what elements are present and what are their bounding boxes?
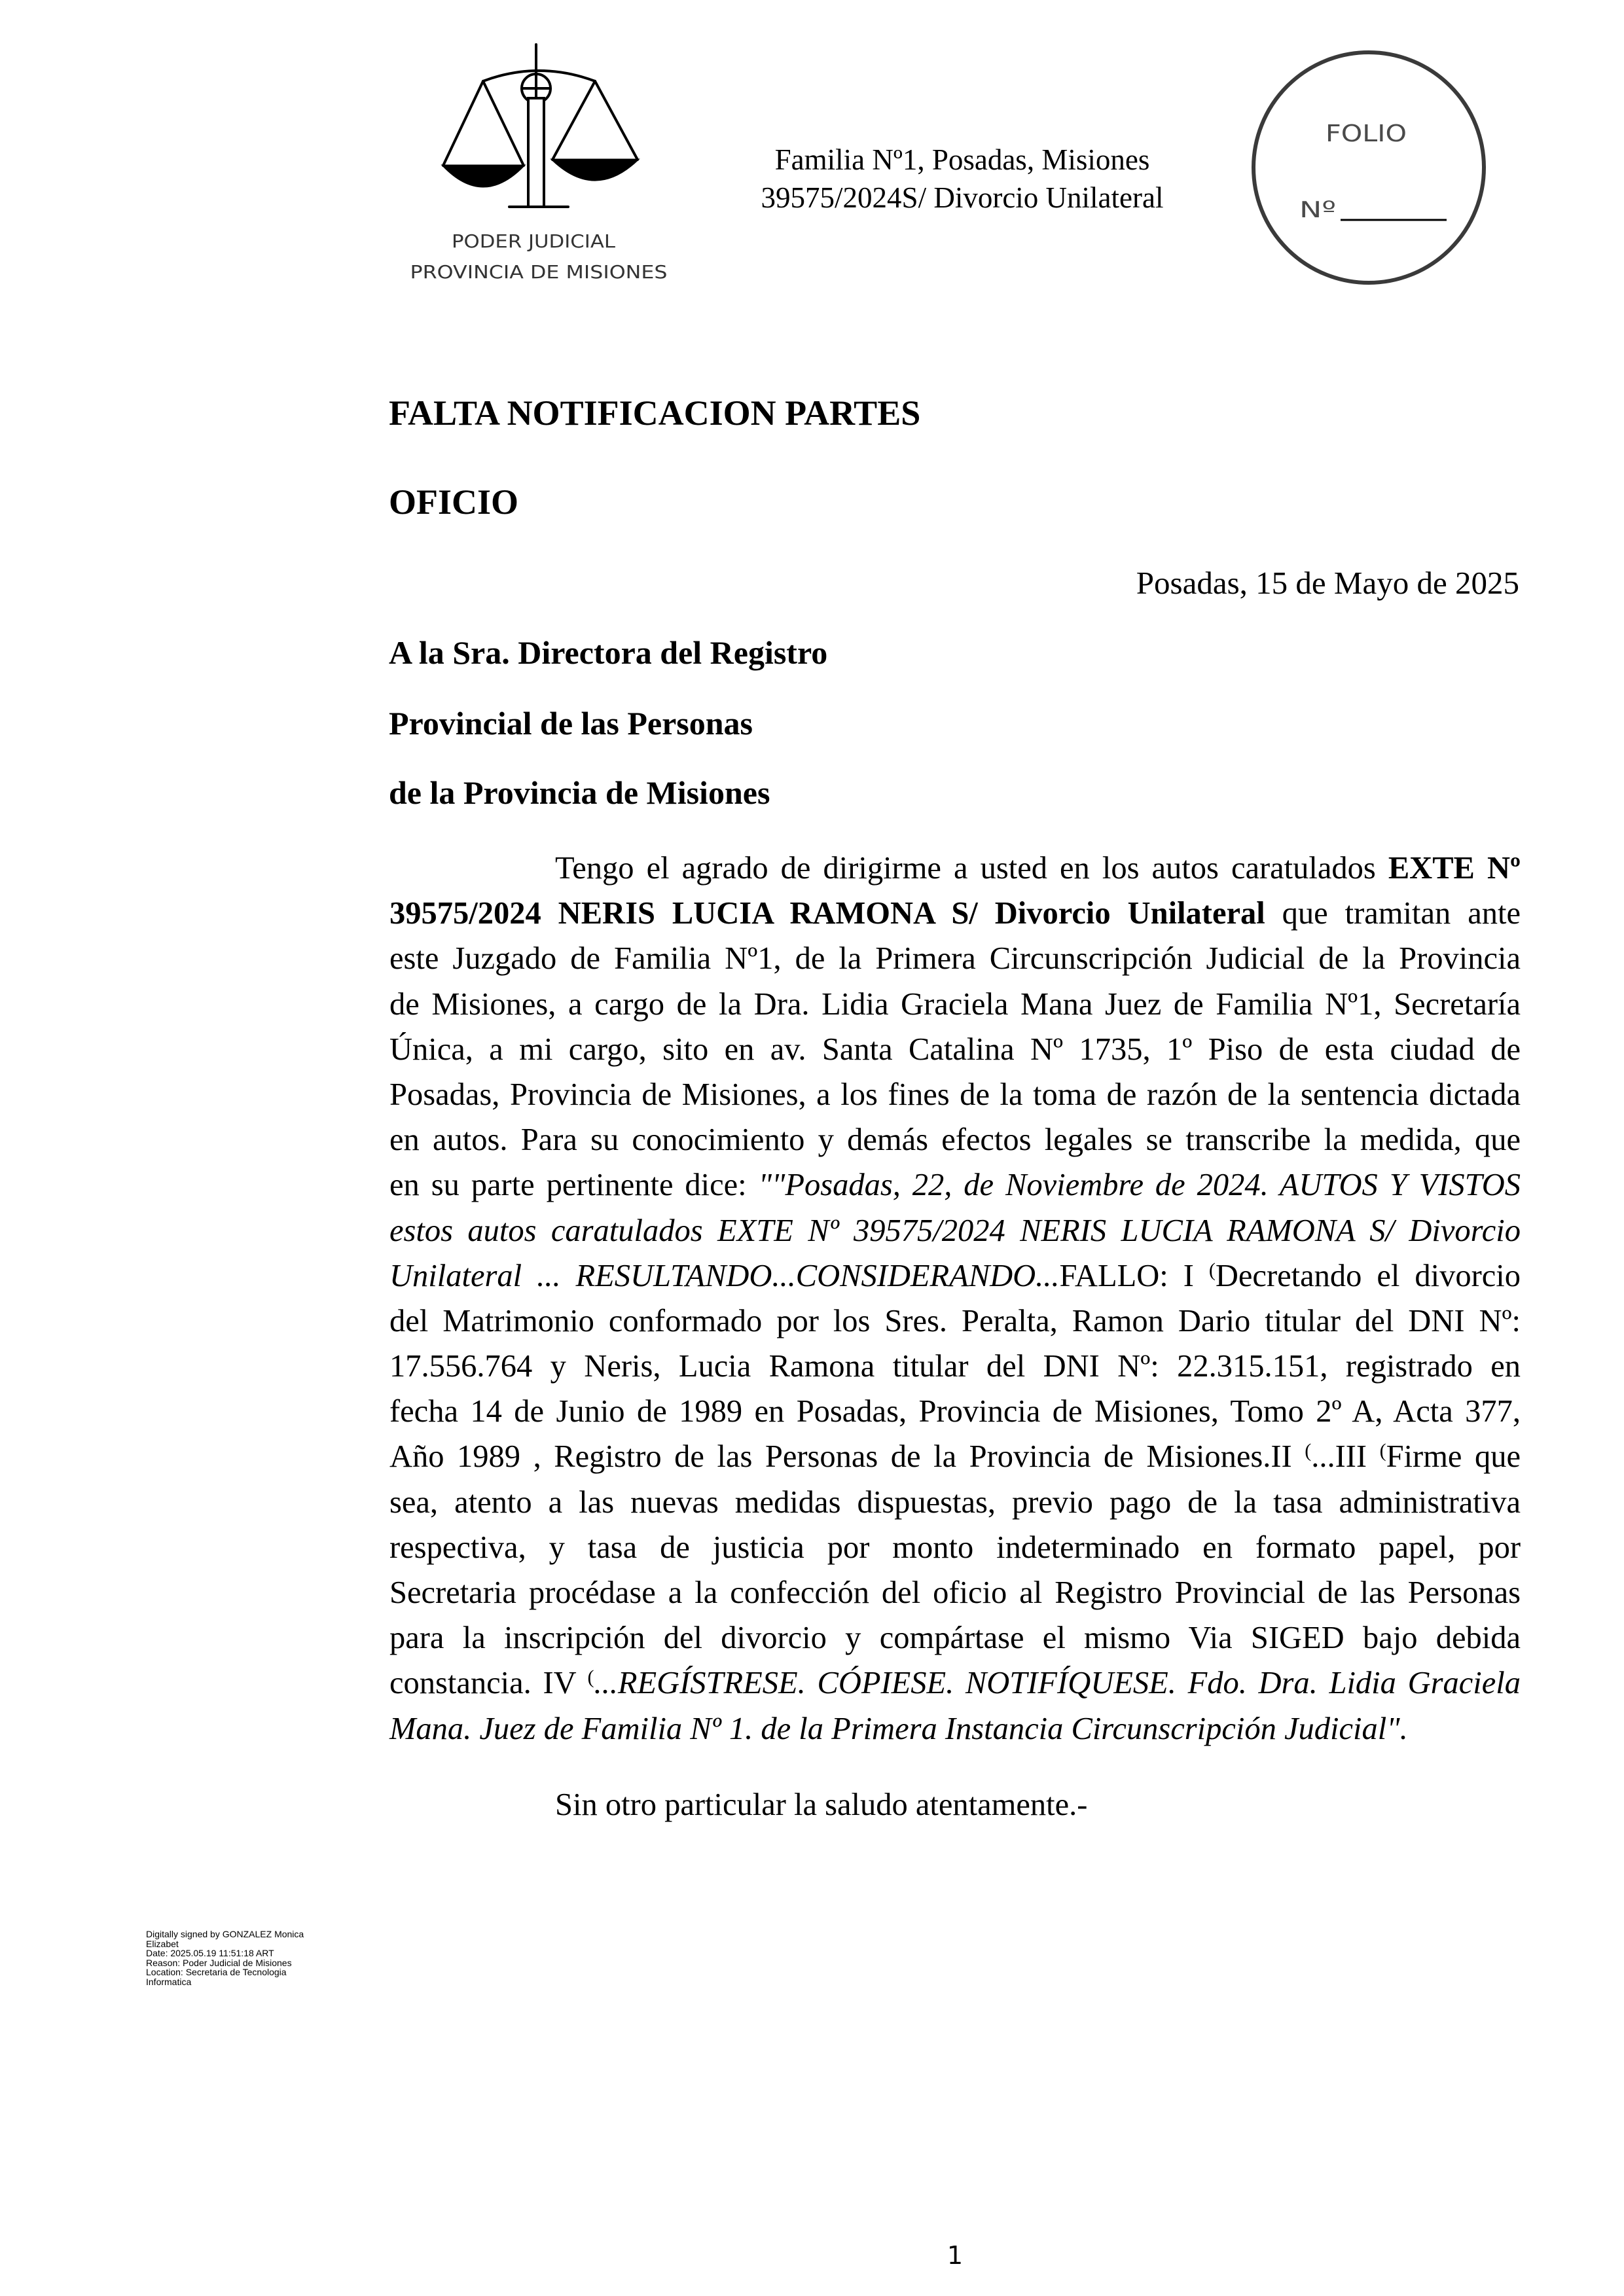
body-paragraph <box>389 846 1521 1751</box>
signature-line: Date: 2025.05.19 11:51:18 ART <box>146 1948 274 1959</box>
digital-signature <box>146 1929 304 1987</box>
body-text-bold: EXTE Nº <box>1388 851 1521 886</box>
signature-line: Elizabet <box>146 1938 179 1949</box>
beam <box>483 71 595 81</box>
body-text-bold: 39575/2024 NERIS LUCIA RAMONA S/ Divorcio Unilateral <box>389 896 1265 931</box>
left-pan <box>443 166 524 187</box>
addressee-line-2: Provincial de las Personas <box>389 705 753 742</box>
left-string-b <box>483 81 524 166</box>
body-text: FALLO: I <box>1059 1258 1209 1293</box>
body-text-italic: Mana. Juez de Familia Nº 1. de la Primera Instancia Circunscripción Judicial". <box>389 1711 1408 1746</box>
body-line <box>389 1072 1521 1117</box>
court-name: Familia Nº1, Posadas, Misiones <box>774 143 1150 176</box>
body-text: respectiva, y tasa de justicia por monto indeterminado en formato papel, por <box>389 1530 1521 1565</box>
signature-line: Location: Secretaria de Tecnologia <box>146 1967 287 1978</box>
body-text-italic: Unilateral ... RESULTANDO...CONSIDERANDO... <box>389 1258 1060 1293</box>
raised-parenthesis: ( <box>587 1666 594 1689</box>
case-number: 39575/2024S/ Divorcio Unilateral <box>761 181 1164 214</box>
body-line <box>389 1299 1521 1344</box>
addressee-line-3: de la Provincia de Misiones <box>389 774 770 811</box>
post <box>528 98 544 207</box>
body-text: Firme que <box>1386 1439 1521 1475</box>
folio-label: FOLIO <box>1326 120 1407 147</box>
body-line <box>389 982 1521 1027</box>
stamp-circle <box>1254 52 1484 283</box>
body-text: que tramitan ante <box>1265 896 1521 931</box>
body-text-italic: ""Posadas, 22, de Noviembre de 2024. AUTOS Y VISTOS <box>758 1168 1521 1203</box>
signature-line: Reason: Poder Judicial de Misiones <box>146 1957 292 1968</box>
body-text: constancia. IV <box>389 1666 588 1701</box>
signature-line: Informatica <box>146 1976 192 1987</box>
right-string-a <box>552 81 595 160</box>
page-number: 1 <box>947 2241 964 2270</box>
body-text: en autos. Para su conocimiento y demás efectos legales se transcribe la medida, que <box>389 1122 1521 1158</box>
signature-line: Digitally signed by GONZALEZ Monica <box>146 1929 304 1939</box>
body-line <box>389 1027 1521 1072</box>
document-title: FALTA NOTIFICACION PARTES <box>389 393 921 433</box>
body-text: este Juzgado de Familia Nº1, de la Primera Circunscripción Judicial de la Provincia <box>389 941 1521 977</box>
body-text: Año 1989 , Registro de las Personas de la Provincia de Misiones.II <box>389 1439 1305 1475</box>
body-text: ...III <box>1311 1439 1380 1475</box>
date-line: Posadas, 15 de Mayo de 2025 <box>1136 565 1519 601</box>
body-line <box>389 1117 1521 1162</box>
left-string-a <box>443 81 483 166</box>
body-text: Decretando el divorcio <box>1215 1258 1521 1293</box>
scales-of-justice-icon <box>393 36 694 298</box>
right-pan <box>552 160 638 180</box>
body-line <box>389 1660 1521 1706</box>
body-line <box>389 1253 1521 1299</box>
folio-number-label: Nº <box>1299 197 1336 223</box>
body-text: 17.556.764 y Neris, Lucia Ramona titular del DNI Nº: 22.315.151, registrado en <box>389 1349 1521 1384</box>
body-text: Secretaria procédase a la confección del oficio al Registro Provincial de las Personas <box>389 1575 1521 1610</box>
body-line <box>389 846 1521 891</box>
body-line <box>389 1480 1521 1525</box>
raised-parenthesis: ( <box>1379 1439 1386 1462</box>
right-string-b <box>595 81 638 160</box>
raised-parenthesis: ( <box>1208 1258 1216 1281</box>
body-text-italic: ...REGÍSTRESE. CÓPIESE. NOTIFÍQUESE. Fdo. Dra. Lidia Graciela <box>594 1666 1521 1701</box>
logo-line-1: PODER JUDICIAL <box>452 230 616 252</box>
addressee-line-1: A la Sra. Directora del Registro <box>389 634 828 671</box>
body-line <box>389 891 1521 936</box>
document-type: OFICIO <box>389 482 519 522</box>
body-line <box>389 1162 1521 1208</box>
logo-line-2: PROVINCIA DE MISIONES <box>410 261 668 283</box>
body-text: para la inscripción del divorcio y compártase el mismo Via SIGED bajo debida <box>389 1621 1521 1656</box>
body-line <box>389 936 1521 981</box>
body-line <box>389 1570 1521 1615</box>
body-line <box>389 1434 1521 1479</box>
body-text: fecha 14 de Junio de 1989 en Posadas, Provincia de Misiones, Tomo 2º A, Acta 377, <box>389 1394 1521 1429</box>
body-line <box>389 1208 1521 1253</box>
body-line <box>389 1344 1521 1389</box>
body-line <box>389 1706 1521 1751</box>
body-text-italic: estos autos caratulados EXTE Nº 39575/2024 NERIS LUCIA RAMONA S/ Divorcio <box>389 1213 1521 1248</box>
body-line <box>389 1389 1521 1434</box>
case-header <box>657 141 1267 217</box>
body-line <box>389 1615 1521 1660</box>
body-text: Única, a mi cargo, sito en av. Santa Catalina Nº 1735, 1º Piso de esta ciudad de <box>389 1031 1521 1067</box>
raised-parenthesis: ( <box>1305 1439 1312 1462</box>
body-text: en su parte pertinente dice: <box>389 1168 759 1203</box>
body-text: del Matrimonio conformado por los Sres. Peralta, Ramon Dario titular del DNI Nº: <box>389 1303 1521 1338</box>
body-text: Posadas, Provincia de Misiones, a los fines de la toma de razón de la sentencia dictada <box>389 1077 1521 1112</box>
folio-stamp <box>1240 46 1496 295</box>
body-line <box>389 1525 1521 1570</box>
body-text: Tengo el agrado de dirigirme a usted en los autos caratulados <box>555 851 1388 886</box>
body-text: sea, atento a las nuevas medidas dispuestas, previo pago de la tasa administrativa <box>389 1484 1521 1520</box>
body-text: de Misiones, a cargo de la Dra. Lidia Graciela Mana Juez de Familia Nº1, Secretaría <box>389 986 1521 1022</box>
closing-line: Sin otro particular la saludo atentamente.- <box>555 1787 1088 1822</box>
